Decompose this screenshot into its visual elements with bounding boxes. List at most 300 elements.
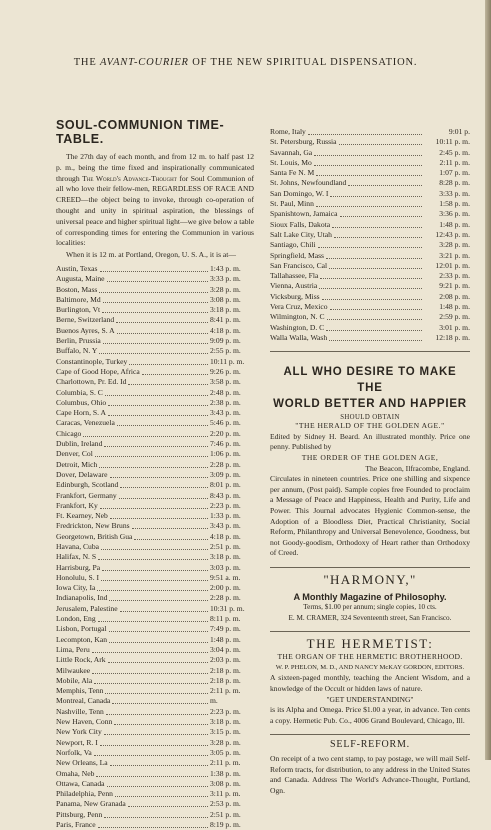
city-name: St. Louis, Mo — [270, 157, 312, 167]
city-name: Frankfort, Germany — [56, 490, 117, 500]
local-time: 3:18 p. m. — [210, 717, 241, 727]
dot-leader — [114, 717, 208, 725]
time-row — [270, 251, 470, 261]
city-name: Rome, Italy — [270, 127, 306, 136]
local-time: 8:41 p. m. — [210, 315, 241, 325]
time-row — [56, 789, 254, 799]
dot-leader — [104, 727, 208, 735]
city-name: Spanishtown, Jamaica — [270, 209, 338, 219]
local-time: 2:23 p. m. — [210, 706, 241, 716]
hermetist-body-2: is its Alpha and Omega. Price $1.00 a year, in advance. Ten cents a copy. Hermetic Pub. Co., 4006 Grand Boulevard, Chicago, Ill. — [270, 705, 470, 725]
local-time: 3:43 p. m. — [210, 408, 241, 418]
local-time: 8:43 p. m. — [210, 490, 241, 500]
city-name: Buffalo, N. Y — [56, 346, 98, 356]
dot-leader — [322, 292, 422, 300]
local-time: 3:03 p. m. — [210, 562, 241, 572]
time-row — [270, 220, 470, 230]
time-row — [56, 449, 254, 459]
city-name: Berlin, Prussia — [56, 336, 101, 346]
time-row — [56, 285, 254, 295]
city-name: Lisbon, Portugal — [56, 624, 107, 634]
dot-leader — [105, 686, 208, 694]
dot-leader — [109, 593, 208, 601]
local-time: 3:08 p. m. — [210, 294, 241, 304]
time-row — [270, 271, 470, 281]
dot-leader — [115, 789, 208, 797]
city-name: Vicksburg, Miss — [270, 291, 320, 301]
city-name: Harrisburg, Pa — [56, 562, 101, 572]
time-row — [56, 563, 254, 573]
time-table-left — [56, 264, 254, 830]
dot-leader — [330, 189, 422, 197]
city-name: Walla Walla, Wash — [270, 332, 328, 342]
city-name: Berne, Switzerland — [56, 315, 115, 325]
hermetist-title: THE HERMETIST: — [306, 636, 434, 652]
dot-leader — [110, 511, 208, 519]
time-row — [56, 326, 254, 336]
time-row — [270, 199, 470, 209]
harmony-terms: Terms, $1.00 per annum; single copies, 10 cts. — [303, 602, 437, 611]
city-name: Iowa City, Ia — [56, 583, 96, 593]
herald-body: Circulates in nineteen countries. Price one shilling and sixpence per annum, (Post paid). Sample copies free Founded to proclaim a Message of Peace and Happiness, Health and Purity, Life and Power. This Journal advocates Hygienic Common-sense, the Adoption of a Bloodless Diet, Practical Christianity, Social Reform, Philanthropy and Universal Benevolence, Goodness, but not Goody-goodism, Orthodoxy of Heart rather than Orthodoxy of Creed. — [270, 474, 470, 558]
city-name: Frankfort, Ky — [56, 500, 98, 510]
time-row — [56, 532, 254, 542]
page-edge — [485, 0, 491, 760]
local-time: 3:11 p. m. — [210, 789, 241, 799]
dot-leader — [92, 645, 208, 653]
city-name: Chicago — [56, 428, 82, 438]
city-name: Dublin, Ireland — [56, 439, 103, 449]
dot-leader — [320, 271, 422, 279]
time-row — [56, 738, 254, 748]
time-row — [56, 315, 254, 325]
local-time: 2:45 p. m. — [439, 147, 470, 157]
time-row — [56, 717, 254, 727]
local-time: 3:15 p. m. — [210, 727, 241, 737]
dot-leader — [308, 127, 422, 135]
local-time: 3:18 p. m. — [210, 305, 241, 315]
running-header — [20, 57, 471, 68]
time-row — [56, 274, 254, 284]
self-reform-body: On receipt of a two cent stamp, to pay postage, we will mail Self-Reform tracts, for distribution, to any address in the United States and Canada. Address The World's Advance-Thought, Portland, Ogn. — [270, 754, 470, 796]
local-time: 8:19 p. m. — [210, 820, 241, 829]
time-row — [270, 178, 470, 188]
city-name: Mobile, Ala — [56, 675, 93, 685]
city-name: Montreal, Canada — [56, 696, 111, 706]
time-row — [56, 542, 254, 552]
local-time: 9:21 p. m. — [439, 281, 470, 291]
dot-leader — [326, 251, 422, 259]
divider — [270, 631, 470, 632]
header-title: AVANT-COURIER — [99, 57, 189, 68]
dot-leader — [99, 285, 208, 293]
local-time: 3:36 p. m. — [439, 209, 470, 219]
local-time: 12:43 p. m. — [435, 229, 470, 239]
left-column — [56, 118, 254, 830]
city-name: Tallahassee, Fla — [270, 271, 319, 281]
dot-leader — [142, 367, 208, 375]
dot-leader — [314, 158, 422, 166]
dot-leader — [83, 429, 208, 437]
city-name: San Domingo, W. I — [270, 188, 329, 198]
time-row — [56, 624, 254, 634]
dot-leader — [103, 336, 208, 344]
time-row — [270, 148, 470, 158]
dot-leader — [94, 748, 208, 756]
local-time: 12:18 p. m. — [435, 332, 470, 342]
city-name: Columbus, Ohio — [56, 397, 107, 407]
self-reform-ad — [270, 739, 470, 796]
local-time: 2:18 p. m. — [210, 665, 241, 675]
local-time: 1:33 p. m. — [210, 511, 241, 521]
local-time: 1:48 p. m. — [439, 302, 470, 312]
time-row — [56, 769, 254, 779]
time-row — [270, 312, 470, 322]
soul-communion-intro — [56, 152, 254, 261]
city-name: Havana, Cuba — [56, 541, 100, 551]
herald-edited: Edited by Sidney H. Beard. An illustrated monthly. Price one penny. Published by — [270, 431, 470, 452]
time-row — [270, 189, 470, 199]
city-name: Sioux Falls, Dakota — [270, 219, 331, 229]
divider — [270, 734, 470, 735]
time-row — [56, 820, 254, 830]
city-name: San Francisco, Cal — [270, 260, 328, 270]
city-name: Paris, France — [56, 820, 96, 829]
time-row — [270, 230, 470, 240]
city-name: Savannah, Ga — [270, 147, 313, 157]
city-name: Austin, Texas — [56, 263, 98, 273]
dot-leader — [102, 563, 208, 571]
city-name: Fredrickton, New Bruns — [56, 521, 130, 531]
time-row — [56, 439, 254, 449]
local-time: 1:06 p. m. — [210, 449, 241, 459]
dot-leader — [316, 168, 422, 176]
time-row — [56, 470, 254, 480]
local-time: 3:43 p. m. — [210, 521, 241, 531]
city-name: Lima, Peru — [56, 644, 90, 654]
dot-leader — [100, 264, 208, 272]
herald-should: SHOULD OBTAIN — [340, 414, 400, 422]
city-name: Columbia, S. C — [56, 387, 103, 397]
dot-leader — [98, 614, 208, 622]
dot-leader — [128, 377, 208, 385]
time-row — [56, 501, 254, 511]
time-row — [270, 168, 470, 178]
city-name: Santiago, Chili — [270, 240, 316, 250]
dot-leader — [95, 449, 208, 457]
dot-leader — [104, 439, 208, 447]
dot-leader — [98, 552, 208, 560]
local-time: 4:18 p. m. — [210, 531, 241, 541]
time-row — [56, 336, 254, 346]
local-time: 8:11 p. m. — [210, 614, 241, 624]
time-row — [56, 707, 254, 717]
time-row — [270, 261, 470, 271]
intro-text-b: for Soul Communion of all who love their fellow-men, REGARDLESS OF RACE AND CREED—the object being to invoke, through co-operation of thought and unity in spiritual aspiration, the blessings of universal peace and higher spiritual light—we give below a table of corresponding times for entering the Communion in various localities: — [56, 173, 255, 248]
local-time: 2:51 p. m. — [210, 541, 241, 551]
hermetist-ad — [270, 636, 470, 726]
city-name: Vera Cruz, Mexico — [270, 302, 328, 312]
dot-leader — [128, 799, 208, 807]
local-time: m. — [210, 696, 218, 706]
dot-leader — [319, 281, 422, 289]
local-time: 3:28 p. m. — [210, 737, 241, 747]
local-time: 2:11 p. m. — [439, 157, 470, 167]
dot-leader — [117, 326, 208, 334]
city-name: Denver, Col — [56, 449, 93, 459]
time-row — [56, 491, 254, 501]
dot-leader — [329, 333, 422, 341]
city-name: Edinburgh, Scotland — [56, 480, 119, 490]
local-time: 2:20 p. m. — [210, 428, 241, 438]
dot-leader — [329, 261, 422, 269]
city-name: Springfield, Mass — [270, 250, 324, 260]
time-row — [56, 727, 254, 737]
local-time: 1:38 p. m. — [210, 768, 241, 778]
dot-leader — [97, 583, 208, 591]
local-time: 9:01 p. — [448, 127, 470, 136]
time-row — [56, 429, 254, 439]
city-name: Charlottown, Pr. Ed. Id — [56, 377, 127, 387]
time-row — [270, 158, 470, 168]
dot-leader — [110, 758, 208, 766]
local-time: 2:53 p. m. — [210, 799, 241, 809]
local-time: 2:55 p. m. — [210, 346, 241, 356]
harmony-title: "HARMONY," — [323, 571, 417, 587]
city-name: Nashville, Tenn — [56, 706, 104, 716]
local-time: 8:01 p. m. — [210, 480, 241, 490]
time-row — [56, 604, 254, 614]
time-row — [270, 292, 470, 302]
local-time: 3:28 p. m. — [210, 284, 241, 294]
time-row — [56, 799, 254, 809]
city-name: Ottawa, Canada — [56, 778, 105, 788]
dot-leader — [134, 532, 208, 540]
time-table-right — [270, 127, 470, 343]
dot-leader — [101, 542, 208, 550]
local-time: 10:31 p. m. — [210, 603, 245, 613]
city-name: Buenos Ayres, S. A — [56, 325, 115, 335]
city-name: New York City — [56, 727, 102, 737]
city-name: Memphis, Tenn — [56, 686, 104, 696]
time-row — [56, 810, 254, 820]
city-name: London, Eng — [56, 614, 96, 624]
city-name: Philadelphia, Penn — [56, 789, 113, 799]
local-time: 8:28 p. m. — [439, 178, 470, 188]
local-time: 7:49 p. m. — [210, 624, 241, 634]
dot-leader — [117, 418, 208, 426]
time-row — [56, 552, 254, 562]
city-name: Salt Lake City, Utah — [270, 229, 332, 239]
dot-leader — [100, 738, 208, 746]
local-time: 1:43 p. m. — [210, 263, 241, 273]
city-name: Baltimore, Md — [56, 294, 101, 304]
dot-leader — [100, 501, 208, 509]
city-name: Washington, D. C — [270, 322, 325, 332]
time-row — [56, 645, 254, 655]
city-name: Jerusalem, Palestine — [56, 603, 118, 613]
time-row — [56, 583, 254, 593]
local-time: 10:11 p. m. — [435, 137, 470, 147]
self-reform-title: SELF-REFORM. — [330, 739, 410, 751]
dot-leader — [120, 604, 208, 612]
hermetist-organ: THE ORGAN OF THE HERMETIC BROTHERHOOD. — [277, 652, 463, 662]
dot-leader — [104, 810, 208, 818]
city-name: Caracas, Venezuela — [56, 418, 115, 428]
time-row — [56, 418, 254, 428]
time-row — [56, 635, 254, 645]
dot-leader — [129, 357, 208, 365]
dot-leader — [92, 666, 208, 674]
header-prefix: THE — [73, 57, 97, 68]
city-name: Dover, Delaware — [56, 469, 108, 479]
local-time: 1:48 p. m. — [439, 219, 470, 229]
dot-leader — [105, 388, 208, 396]
dot-leader — [334, 230, 422, 238]
dot-leader — [107, 274, 208, 282]
city-name: St. Johns, Newfoundland — [270, 178, 347, 188]
dot-leader — [339, 137, 422, 145]
header-suffix: OF THE NEW SPIRITUAL DISPENSATION. — [192, 57, 418, 68]
local-time: 2:28 p. m. — [210, 459, 241, 469]
dot-leader — [98, 820, 208, 828]
dot-leader — [96, 769, 208, 777]
city-name: Omaha, Neb — [56, 768, 95, 778]
dot-leader — [107, 779, 209, 787]
city-name: Georgetown, British Gua — [56, 531, 133, 541]
local-time: 2:51 p. m. — [210, 809, 241, 819]
city-name: Cape Horn, S. A — [56, 408, 106, 418]
divider — [270, 567, 470, 568]
dot-leader — [108, 408, 208, 416]
local-time: 9:51 a. m. — [210, 572, 241, 582]
time-row — [56, 460, 254, 470]
dot-leader — [106, 707, 208, 715]
local-time: 3:18 p. m. — [210, 552, 241, 562]
dot-leader — [101, 573, 208, 581]
herald-title-2: WORLD BETTER AND HAPPIER — [273, 398, 467, 411]
dot-leader — [348, 178, 422, 186]
local-time: 5:46 p. m. — [210, 418, 241, 428]
herald-ad — [270, 364, 470, 559]
time-row — [56, 655, 254, 665]
local-time: 9:09 p. m. — [210, 336, 241, 346]
dot-leader — [108, 655, 208, 663]
local-time: 3:58 p. m. — [210, 377, 241, 387]
city-name: Boston, Mass — [56, 284, 98, 294]
dot-leader — [99, 460, 208, 468]
city-name: Little Rock, Ark — [56, 655, 106, 665]
divider — [270, 351, 470, 352]
city-name: Honolulu, S. I — [56, 572, 100, 582]
dot-leader — [103, 295, 208, 303]
time-row — [56, 367, 254, 377]
local-time: 2:28 p. m. — [210, 593, 241, 603]
city-name: Vienna, Austria — [270, 281, 318, 291]
local-time: 1:58 p. m. — [439, 199, 470, 209]
local-time: 9:26 p. m. — [210, 366, 241, 376]
local-time: 12:01 p. m. — [435, 260, 470, 270]
time-row — [270, 240, 470, 250]
dot-leader — [108, 398, 208, 406]
city-name: Norfolk, Va — [56, 747, 92, 757]
time-row — [56, 357, 254, 367]
city-name: Lecompton, Kan — [56, 634, 108, 644]
time-row — [56, 398, 254, 408]
local-time: 2:23 p. m. — [210, 500, 241, 510]
city-name: Wilmington, N. C — [270, 312, 325, 322]
time-row — [56, 408, 254, 418]
city-name: Constantinople, Turkey — [56, 356, 128, 366]
local-time: 2:38 p. m. — [210, 397, 241, 407]
dot-leader — [332, 220, 422, 228]
harmony-ad — [270, 572, 470, 623]
city-name: St. Paul, Minn — [270, 199, 314, 209]
local-time: 3:05 p. m. — [210, 747, 241, 757]
time-row — [270, 127, 470, 137]
dot-leader — [109, 635, 208, 643]
dot-leader — [110, 470, 208, 478]
time-row — [56, 511, 254, 521]
time-row — [56, 388, 254, 398]
harmony-publisher: E. M. CRAMER, 324 Seventeenth street, San Francisco. — [288, 613, 452, 622]
time-row — [56, 521, 254, 531]
local-time: 4:18 p. m. — [210, 325, 241, 335]
time-row — [56, 696, 254, 706]
herald-paper: "THE HERALD OF THE GOLDEN AGE." — [295, 421, 445, 431]
local-time: 2:00 p. m. — [210, 583, 241, 593]
time-row — [56, 377, 254, 387]
dot-leader — [94, 676, 208, 684]
herald-order: THE ORDER OF THE GOLDEN AGE, — [301, 453, 439, 463]
local-time: 3:33 p. m. — [439, 188, 470, 198]
local-time: 3:21 p. m. — [439, 250, 470, 260]
local-time: 3:28 p. m. — [439, 240, 470, 250]
time-row — [56, 676, 254, 686]
time-row — [56, 264, 254, 274]
local-time: 1:48 p. m. — [210, 634, 241, 644]
time-row — [56, 480, 254, 490]
local-time: 7:46 p. m. — [210, 439, 241, 449]
local-time: 2:08 p. m. — [439, 291, 470, 301]
time-row — [270, 302, 470, 312]
dot-leader — [327, 312, 422, 320]
city-name: Indianapolis, Ind — [56, 593, 108, 603]
intro-text-a: The 27th day of each month, and from 12 m. to half past 12 p. m., being the time fixed and inspirationally communicated through — [56, 152, 254, 183]
time-row — [56, 593, 254, 603]
dot-leader — [318, 240, 422, 248]
soul-communion-title: SOUL-COMMUNION TIME-TABLE. — [56, 118, 225, 146]
city-name: Milwaukee — [56, 665, 91, 675]
hermetist-quote: "GET UNDERSTANDING" — [326, 694, 414, 704]
time-row — [270, 281, 470, 291]
local-time: 3:04 p. m. — [210, 644, 241, 654]
city-name: Cape of Good Hope, Africa — [56, 366, 140, 376]
dot-leader — [116, 315, 208, 323]
intro-paragraph — [56, 152, 254, 249]
city-name: Detroit, Mich — [56, 459, 98, 469]
time-row — [56, 295, 254, 305]
dot-leader — [326, 323, 422, 331]
dot-leader — [112, 696, 208, 704]
time-row — [56, 614, 254, 624]
city-name: Pittsburg, Penn — [56, 809, 103, 819]
intro-text-smallcaps: The World's Advance-Thought — [82, 173, 177, 183]
time-row — [56, 573, 254, 583]
dot-leader — [99, 346, 208, 354]
local-time: 2:33 p. m. — [439, 271, 470, 281]
right-column — [270, 124, 470, 797]
